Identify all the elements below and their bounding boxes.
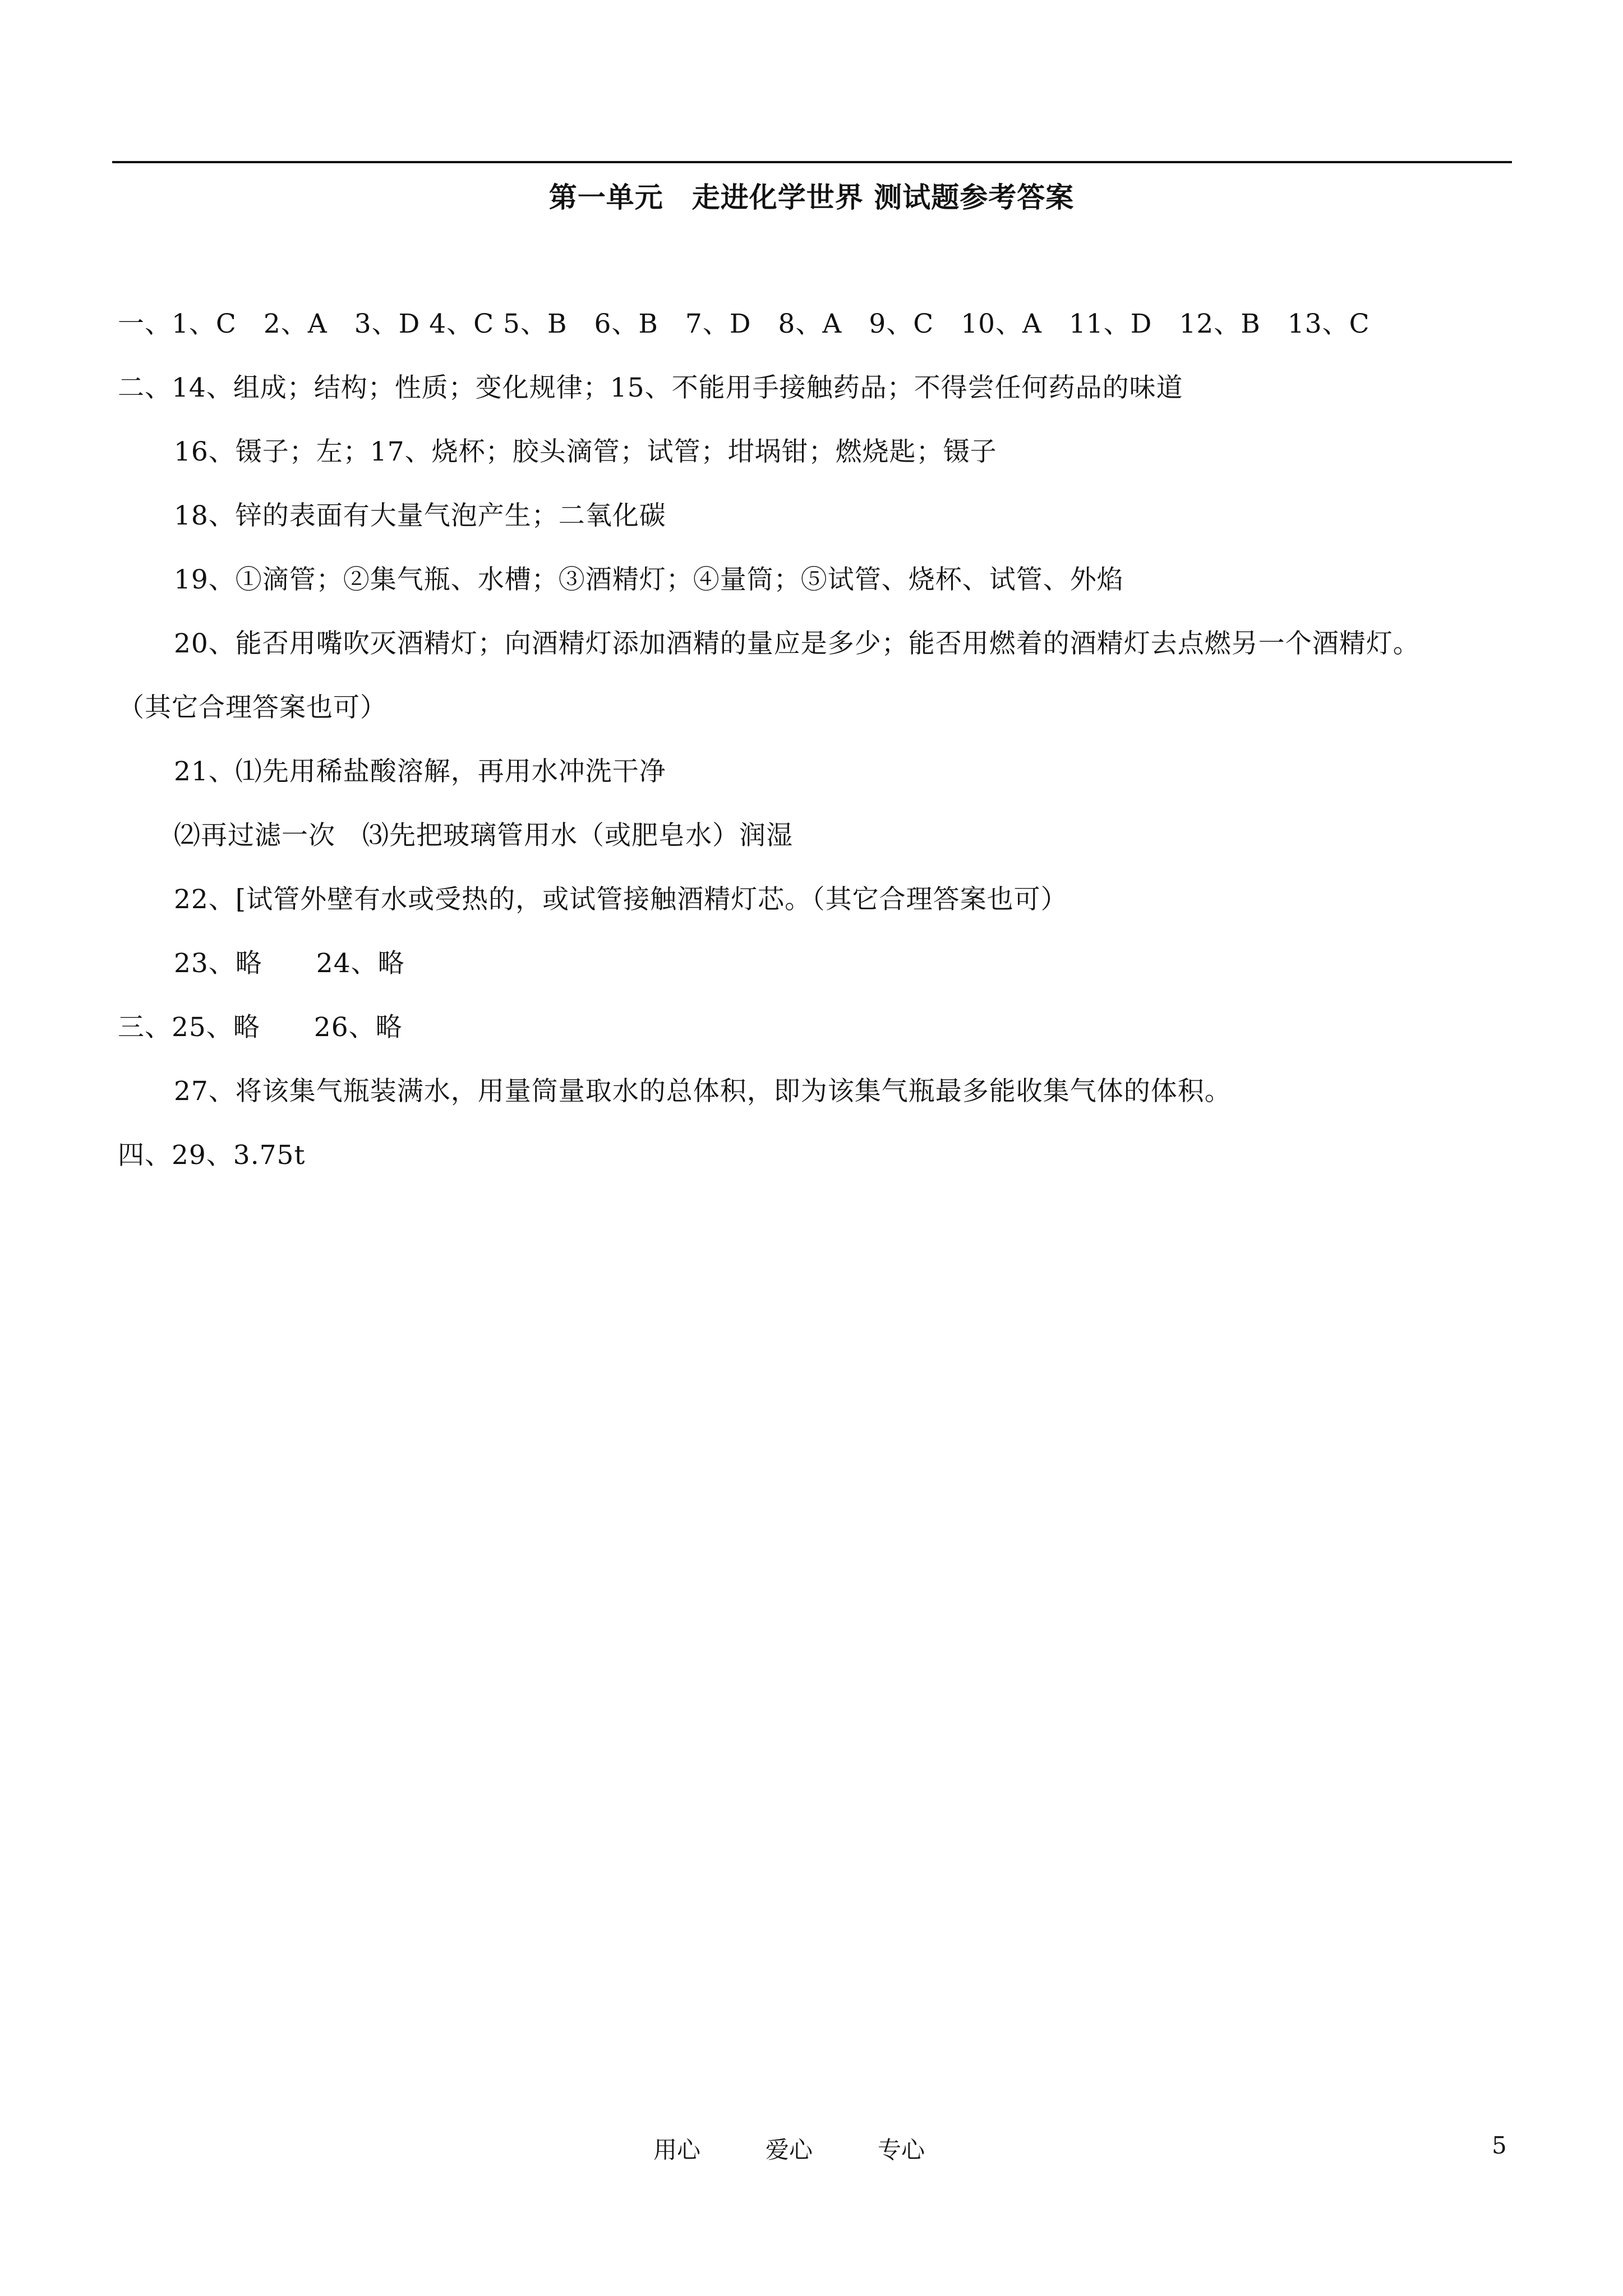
answer-line-11: 23、略 24、略 [174, 948, 405, 979]
footer-motto-2: 爱心 [766, 2136, 813, 2164]
answer-line-10: 22、[试管外壁有水或受热的，或试管接触酒精灯芯。（其它合理答案也可） [174, 884, 1068, 915]
answer-line-2: 二、14、组成；结构；性质；变化规律；15、不能用手接触药品；不得尝任何药品的味道 [118, 372, 1183, 403]
answer-line-13: 27、将该集气瓶装满水，用量筒量取水的总体积，即为该集气瓶最多能收集气体的体积。 [174, 1076, 1232, 1107]
answer-line-6: 20、能否用嘴吹灭酒精灯；向酒精灯添加酒精的量应是多少；能否用燃着的酒精灯去点燃另一个酒精灯。 [174, 628, 1420, 659]
answer-line-9: ⑵再过滤一次 ⑶先把玻璃管用水（或肥皂水）润湿 [174, 820, 793, 851]
page-title: 第一单元 走进化学世界 测试题参考答案 [548, 181, 1075, 214]
answer-line-7: （其它合理答案也可） [118, 692, 387, 723]
answer-line-1: 一、1、C 2、A 3、D 4、C 5、B 6、B 7、D 8、A 9、C 10、A 11、D 12、B 13、C [118, 309, 1370, 339]
answer-line-5: 19、①滴管；②集气瓶、水槽；③酒精灯；④量筒；⑤试管、烧杯、试管、外焰 [174, 564, 1124, 595]
footer-motto-1: 用心 [653, 2136, 701, 2164]
answer-line-8: 21、⑴先用稀盐酸溶解，再用水冲洗干净 [174, 756, 666, 787]
answer-line-3: 16、镊子；左；17、烧杯；胶头滴管；试管；坩埚钳；燃烧匙；镊子 [174, 436, 997, 467]
answer-line-12: 三、25、略 26、略 [118, 1012, 403, 1043]
answer-line-14: 四、29、3.75t [118, 1140, 306, 1171]
header-rule [112, 161, 1512, 163]
page-number: 5 [1492, 2132, 1507, 2159]
footer-motto-3: 专心 [878, 2136, 925, 2164]
answer-line-4: 18、锌的表面有大量气泡产生；二氧化碳 [174, 500, 666, 531]
